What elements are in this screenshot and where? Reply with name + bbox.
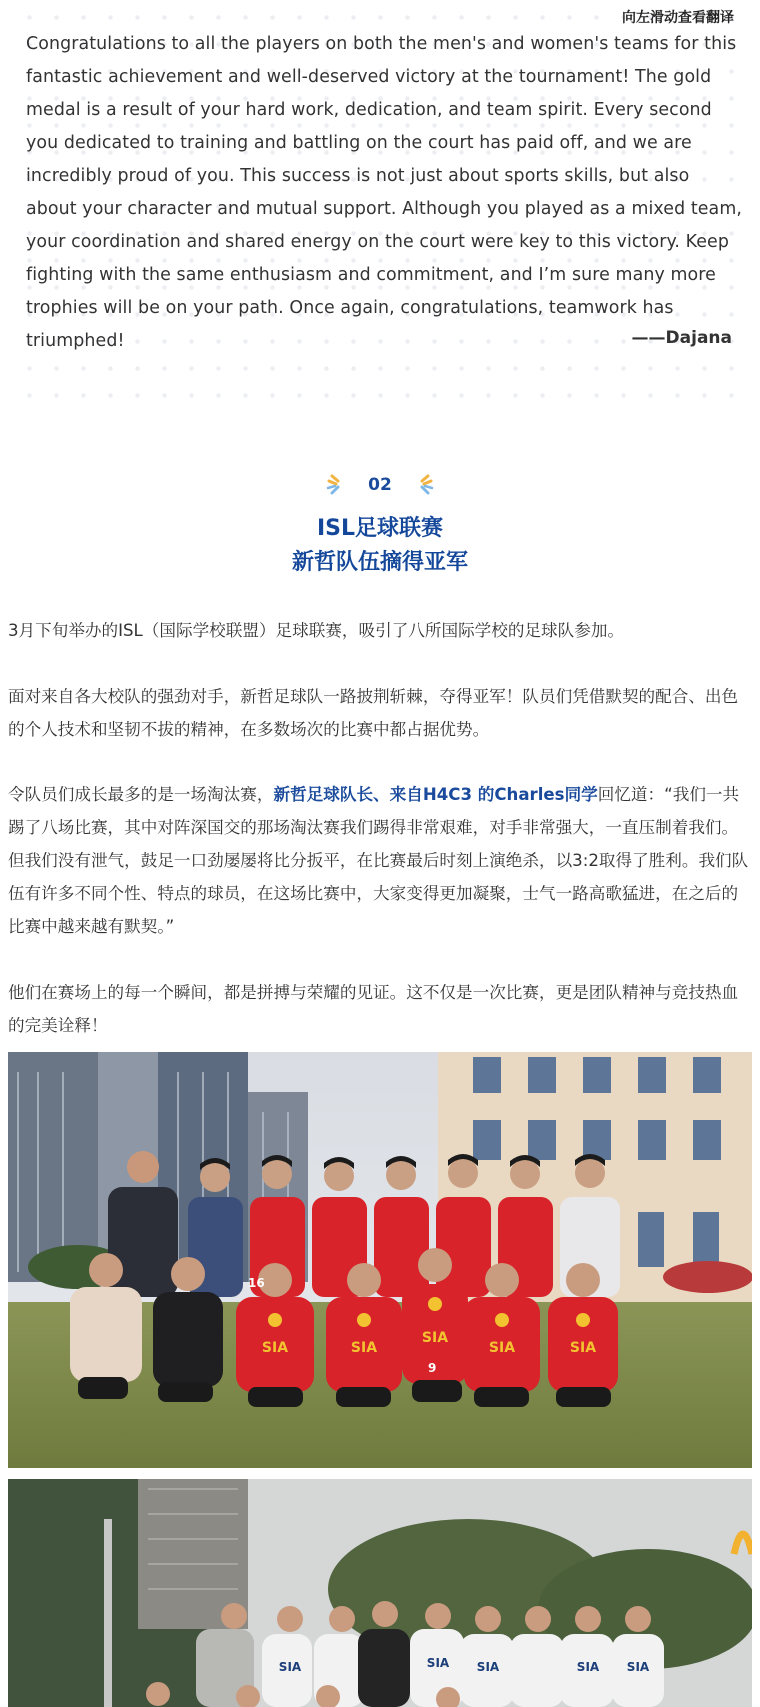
swipe-hint[interactable]: 向左滑动查看翻译 (622, 10, 734, 26)
section-header (0, 468, 760, 580)
paragraph-3-quote: 回忆道：“我们一共踢了八场比赛，其中对阵深国交的那场淘汰赛我们踢得非常艰难，对手非常强大，一直压制着我们。但我们没有泄气，鼓足一口劲屡屡将比分扳平，在比赛最后时刻上演绝杀，以3:2取得了胜利。我们队伍有许多不同个性、特点的球员，在这场比赛中，大家变得更加凝聚，士气一路高歌猛进，在之后的比赛中越来越有默契。” (8, 785, 749, 936)
jersey-number: 9 (428, 1361, 437, 1375)
translation-text: Congratulations to all the players on both the men's and women's teams for this fantastic achievement and well-deserved victory at the tournament! The gold medal is a result of your hard work, dedication, and team spirit. Every second you dedicated to training and battling on the court has paid off, and we are incredibly proud of you. This success is not just about sports skills, but also about your character and mutual support. Although you played as a mixed team, your coordination and shared energy on the court were key to this victory. Keep fighting with the same enthusiasm and commitment, and I’m sure many more trophies will be on your path. Once again, congratulations, teamwork has triumphed! (26, 34, 742, 351)
section-title (0, 512, 760, 580)
paragraph-1: 3月下旬举办的ISL（国际学校联盟）足球联赛，吸引了八所国际学校的足球队参加。 (8, 621, 625, 640)
jersey-label: SIA (261, 1340, 289, 1356)
jersey-label: SIA (350, 1340, 378, 1356)
jersey-label: SIA (576, 1660, 600, 1674)
jersey-label: SIA (626, 1660, 650, 1674)
section-number-row (0, 468, 760, 502)
jersey-label: SIA (488, 1340, 516, 1356)
paragraph-2: 面对来自各大校队的强劲对手，新哲足球队一路披荆斩棘，夺得亚军！队员们凭借默契的配合、出色的个人技术和坚韧不拔的精神，在多数场次的比赛中都占据优势。 (8, 687, 739, 739)
paragraph-3 (8, 778, 752, 943)
captain-highlight: 新哲足球队长、来自H4C3 的Charles同学 (273, 785, 598, 804)
team-photo-2 (8, 1479, 752, 1707)
jersey-number: 16 (248, 1276, 265, 1290)
signature: ——Dajana (631, 328, 732, 348)
paragraph-3-lead: 令队员们成长最多的是一场淘汰赛， (8, 785, 274, 804)
sparkle-right-icon (410, 473, 434, 497)
sparkle-left-icon (326, 473, 350, 497)
jersey-label: SIA (421, 1330, 449, 1346)
jersey-label: SIA (476, 1660, 500, 1674)
paragraph-4: 他们在赛场上的每一个瞬间，都是拼搏与荣耀的见证。这不仅是一次比赛，更是团队精神与竞技热血的完美诠释！ (8, 983, 739, 1035)
jersey-label: SIA (426, 1656, 450, 1670)
section-title-line2: 新哲队伍摘得亚军 (291, 550, 468, 575)
translation-card (8, 0, 752, 400)
jersey-label: SIA (569, 1340, 597, 1356)
section-number: 02 (368, 475, 392, 495)
team-photo-1 (8, 1052, 752, 1468)
jersey-label: SIA (278, 1660, 302, 1674)
section-title-line1: ISL足球联赛 (316, 516, 444, 541)
